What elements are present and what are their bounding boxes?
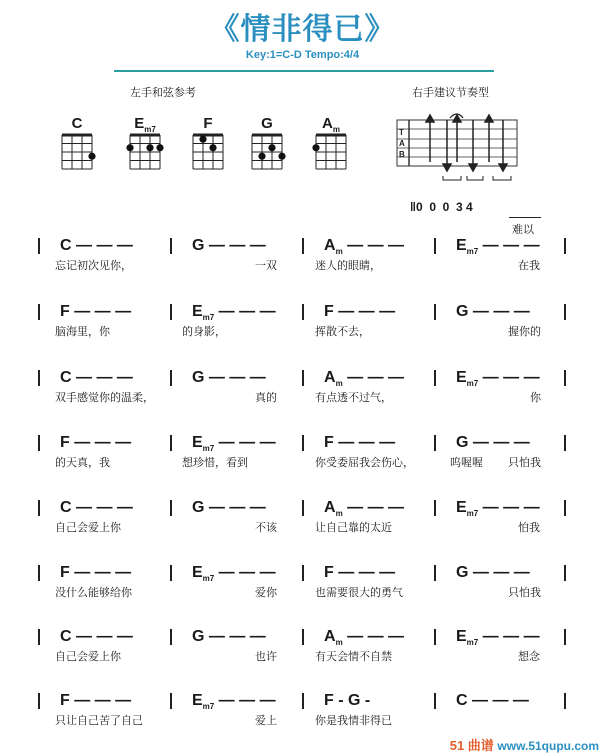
chord-symbol: G — — — xyxy=(456,564,530,581)
finger-dot xyxy=(146,144,153,151)
measure xyxy=(38,303,170,321)
barline xyxy=(302,693,304,709)
chord-symbol: F — — — xyxy=(324,303,396,320)
score-system xyxy=(30,692,560,732)
lyric: 真的 xyxy=(255,392,277,404)
barline xyxy=(170,370,172,386)
lyric: 脑海里，你 xyxy=(55,326,110,338)
chord-diagram xyxy=(311,115,351,173)
pickup-lyric: 难以 xyxy=(512,224,534,236)
measure xyxy=(38,692,170,710)
lyric: 你受委屈我会伤心， xyxy=(315,457,414,469)
chord-symbol: $E_{m7}$ — — — xyxy=(456,628,540,648)
chord-symbol: C — — — xyxy=(60,237,133,254)
measure xyxy=(434,499,566,517)
barline xyxy=(170,304,172,320)
chord-symbol: $E_{m7}$ — — — xyxy=(456,369,540,389)
finger-dot xyxy=(278,153,285,160)
chord-symbol: G — — — xyxy=(192,369,266,386)
barline xyxy=(170,435,172,451)
barline xyxy=(564,500,566,516)
measure xyxy=(434,434,566,452)
lyric: 只怕我 xyxy=(508,457,541,469)
barline xyxy=(564,370,566,386)
chord-symbol: G — — — xyxy=(192,237,266,254)
lyric: 只让自己苦了自己 xyxy=(55,715,143,727)
finger-dot xyxy=(258,153,265,160)
barline xyxy=(170,238,172,254)
barline xyxy=(302,500,304,516)
chord-symbol: $E_{m7}$ — — — xyxy=(192,434,276,454)
measure xyxy=(302,369,434,387)
barline xyxy=(170,500,172,516)
lyric: 自己会爱上你 xyxy=(55,522,121,534)
finger-dot xyxy=(126,144,133,151)
barline xyxy=(564,238,566,254)
barline xyxy=(302,304,304,320)
barline xyxy=(434,238,436,254)
lyric: 挥散不去， xyxy=(315,326,370,338)
score-system xyxy=(30,237,560,277)
chord-diagram-name: $E_{m7}$ xyxy=(134,115,156,134)
lyric: 在我 xyxy=(518,260,540,272)
lyric: 的天真，我 xyxy=(55,457,110,469)
chord-symbol: C — — — xyxy=(60,628,133,645)
measure xyxy=(38,564,170,582)
measure xyxy=(38,434,170,452)
rhythm-pattern xyxy=(395,112,525,189)
lyric: 忘记初次见你， xyxy=(55,260,132,272)
chord-diagram-name: $A_m$ xyxy=(322,115,340,134)
chord-symbol: $A_m$ — — — xyxy=(324,499,405,519)
fretboard-grid xyxy=(57,133,97,173)
lyric: 只怕我 xyxy=(508,587,541,599)
lyric: 的身影， xyxy=(182,326,226,338)
chord-symbol: C — — — xyxy=(60,499,133,516)
chord-symbol: F - G - xyxy=(324,692,371,709)
lyric: 想念 xyxy=(518,651,540,663)
barline xyxy=(38,500,40,516)
measure xyxy=(302,237,434,255)
watermark-brand: 51 曲谱 xyxy=(449,738,494,753)
finger-dot xyxy=(88,153,95,160)
measure xyxy=(302,499,434,517)
chord-diagram-name: G xyxy=(261,115,273,132)
lyric: 爱上 xyxy=(255,715,277,727)
barline xyxy=(38,435,40,451)
measure xyxy=(170,369,302,387)
score-system xyxy=(30,564,560,604)
barline xyxy=(170,693,172,709)
barline xyxy=(564,693,566,709)
tab-letter-b: B xyxy=(399,150,405,159)
song-title: 《情非得已》 xyxy=(209,13,396,46)
chord-symbol: G — — — xyxy=(192,499,266,516)
barline xyxy=(434,304,436,320)
chord-symbol: $E_{m7}$ — — — xyxy=(192,564,276,584)
fretboard-grid xyxy=(247,133,287,173)
key-tempo: Key:1=C-D Tempo:4/4 xyxy=(245,49,360,61)
fretboard-grid xyxy=(125,133,165,173)
chord-symbol: F — — — xyxy=(324,564,396,581)
chord-symbol: $E_{m7}$ — — — xyxy=(192,303,276,323)
measure xyxy=(170,434,302,452)
barline xyxy=(38,565,40,581)
chord-diagram xyxy=(247,115,287,173)
chord-symbol: C — — — xyxy=(60,369,133,386)
measure xyxy=(434,628,566,646)
chord-diagram xyxy=(57,115,97,173)
chord-symbol: F — — — xyxy=(60,434,132,451)
watermark-url: www.51qupu.com xyxy=(497,739,599,753)
barline xyxy=(302,370,304,386)
leadin-notes: ‖0 0 0 3 4 xyxy=(410,200,473,214)
chord-symbol: $A_m$ — — — xyxy=(324,369,405,389)
score-system xyxy=(30,628,560,668)
header-divider xyxy=(114,70,494,72)
barline xyxy=(302,435,304,451)
chord-diagram xyxy=(125,115,165,173)
barline xyxy=(564,304,566,320)
lyric: 没什么能够给你 xyxy=(55,587,132,599)
lyric: 想珍惜，看到 xyxy=(182,457,248,469)
measure xyxy=(170,237,302,255)
score-system xyxy=(30,369,560,409)
chord-diagram-name: F xyxy=(203,115,213,132)
lyric: 一双 xyxy=(255,260,277,272)
measure xyxy=(38,499,170,517)
barline xyxy=(564,435,566,451)
lyric: 呜喔喔 xyxy=(450,457,483,469)
finger-dot xyxy=(199,136,206,143)
barline xyxy=(302,629,304,645)
lyric: 也需要很大的勇气 xyxy=(315,587,403,599)
fretboard-grid xyxy=(311,133,351,173)
barline xyxy=(434,500,436,516)
barline xyxy=(564,565,566,581)
chord-symbol: G — — — xyxy=(456,303,530,320)
fretboard-grid xyxy=(188,133,228,173)
barline xyxy=(434,693,436,709)
tab-letter-t: T xyxy=(399,128,404,137)
chord-symbol: C — — — xyxy=(456,692,529,709)
barline xyxy=(434,435,436,451)
lyric: 你是我情非得已 xyxy=(315,715,392,727)
lyric: 怕我 xyxy=(518,522,540,534)
barline xyxy=(170,629,172,645)
tab-letter-a: A xyxy=(399,139,405,148)
measure xyxy=(434,303,566,321)
chord-symbol: $E_{m7}$ — — — xyxy=(456,237,540,257)
chord-diagram-name: C xyxy=(71,115,83,132)
chord-symbol: $E_{m7}$ — — — xyxy=(456,499,540,519)
lyric: 也许 xyxy=(255,651,277,663)
finger-dot xyxy=(312,144,319,151)
measure xyxy=(302,692,434,710)
lyric: 爱你 xyxy=(255,587,277,599)
measure xyxy=(434,564,566,582)
lyric: 让自己靠的太近 xyxy=(315,522,392,534)
chord-diagram xyxy=(188,115,228,173)
finger-dot xyxy=(156,144,163,151)
chord-symbol: F — — — xyxy=(60,692,132,709)
left-hand-label: 左手和弦参考 xyxy=(130,87,196,99)
lyric: 双手感觉你的温柔， xyxy=(55,392,154,404)
measure xyxy=(170,628,302,646)
chord-symbol: G — — — xyxy=(456,434,530,451)
lyric: 迷人的眼睛， xyxy=(315,260,381,272)
measure xyxy=(38,369,170,387)
measure xyxy=(434,692,566,710)
barline xyxy=(38,370,40,386)
lyric: 不该 xyxy=(255,522,277,534)
score-system xyxy=(30,434,560,474)
measure xyxy=(434,369,566,387)
pickup-underline xyxy=(509,217,541,218)
barline xyxy=(302,238,304,254)
measure xyxy=(302,434,434,452)
barline xyxy=(434,629,436,645)
measure xyxy=(302,564,434,582)
score-system xyxy=(30,303,560,343)
measure xyxy=(170,303,302,321)
chord-symbol: F — — — xyxy=(60,303,132,320)
barline xyxy=(302,565,304,581)
chord-symbol: $E_{m7}$ — — — xyxy=(192,692,276,712)
lyric: 你 xyxy=(530,392,541,404)
chord-symbol: F — — — xyxy=(324,434,396,451)
chord-symbol: $A_m$ — — — xyxy=(324,628,405,648)
watermark xyxy=(450,735,599,754)
measure xyxy=(170,499,302,517)
measure xyxy=(302,628,434,646)
right-hand-label: 右手建议节奏型 xyxy=(412,87,489,99)
finger-dot xyxy=(268,144,275,151)
barline xyxy=(38,238,40,254)
barline xyxy=(434,565,436,581)
barline xyxy=(38,304,40,320)
chord-symbol: G — — — xyxy=(192,628,266,645)
barline xyxy=(564,629,566,645)
lyric: 握你的 xyxy=(508,326,541,338)
barline xyxy=(434,370,436,386)
lyric: 有点透不过气， xyxy=(315,392,392,404)
barline xyxy=(170,565,172,581)
measure xyxy=(302,303,434,321)
lyric: 有天会情不自禁 xyxy=(315,651,392,663)
barline xyxy=(38,693,40,709)
measure xyxy=(434,237,566,255)
finger-dot xyxy=(209,144,216,151)
measure xyxy=(38,628,170,646)
measure xyxy=(38,237,170,255)
chord-symbol: F — — — xyxy=(60,564,132,581)
lyric: 自己会爱上你 xyxy=(55,651,121,663)
chord-symbol: $A_m$ — — — xyxy=(324,237,405,257)
barline xyxy=(38,629,40,645)
measure xyxy=(170,692,302,710)
measure xyxy=(170,564,302,582)
score-system xyxy=(30,499,560,539)
